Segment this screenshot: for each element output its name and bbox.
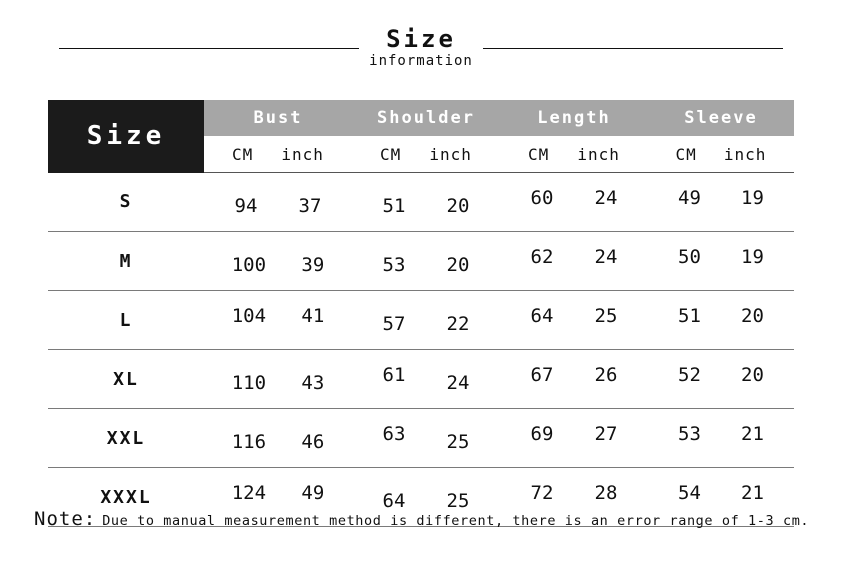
value-bust-cm: 124 (231, 482, 267, 504)
table-row (48, 350, 794, 409)
value-shoulder-cm: 63 (382, 423, 406, 445)
value-length-inch: 24 (594, 246, 618, 268)
value-bust-inch: 46 (301, 431, 325, 453)
header-units-sleeve (648, 136, 794, 173)
row-bust (204, 350, 352, 409)
row-bust (204, 232, 352, 291)
row-size-label: L (48, 291, 204, 350)
value-bust-inch: 41 (301, 305, 325, 327)
title-sub: information (369, 52, 473, 69)
table-row (48, 232, 794, 291)
header-group-length: Length (500, 100, 648, 136)
value-length-inch: 26 (594, 364, 618, 386)
row-sleeve (648, 350, 794, 409)
row-shoulder (352, 350, 500, 409)
row-size-label: XXXL (48, 468, 204, 527)
value-sleeve-inch: 19 (741, 246, 764, 268)
row-sleeve (648, 409, 794, 468)
row-shoulder (352, 232, 500, 291)
value-shoulder-inch: 25 (446, 490, 470, 512)
row-size-label: S (48, 173, 204, 232)
value-bust-cm: 100 (231, 254, 267, 276)
row-sleeve (648, 291, 794, 350)
value-sleeve-cm: 54 (678, 482, 701, 504)
value-length-cm: 67 (530, 364, 554, 386)
page-title (369, 24, 473, 69)
value-bust-cm: 104 (231, 305, 267, 327)
value-shoulder-cm: 61 (382, 364, 406, 386)
value-shoulder-cm: 64 (382, 490, 406, 512)
value-shoulder-cm: 51 (382, 195, 406, 217)
value-length-inch: 25 (594, 305, 618, 327)
header-unit-inch: inch (577, 144, 620, 164)
note-label: Note: (34, 508, 97, 530)
header-unit-cm: CM (528, 144, 550, 164)
value-bust-cm: 110 (231, 372, 267, 394)
row-bust (204, 173, 352, 232)
note-block (34, 508, 824, 530)
value-length-inch: 24 (594, 187, 618, 209)
value-shoulder-inch: 25 (446, 431, 470, 453)
value-length-inch: 27 (594, 423, 618, 445)
row-length (500, 173, 648, 232)
value-length-cm: 64 (530, 305, 554, 327)
row-sleeve (648, 173, 794, 232)
value-sleeve-inch: 21 (741, 423, 764, 445)
value-shoulder-inch: 24 (446, 372, 470, 394)
table-row (48, 173, 794, 232)
value-bust-cm: 116 (231, 431, 267, 453)
row-size-label: XL (48, 350, 204, 409)
value-sleeve-inch: 19 (741, 187, 764, 209)
table-row (48, 409, 794, 468)
value-bust-inch: 49 (301, 482, 325, 504)
value-length-cm: 72 (530, 482, 554, 504)
row-bust (204, 291, 352, 350)
table-row (48, 291, 794, 350)
value-sleeve-cm: 51 (678, 305, 701, 327)
value-sleeve-cm: 52 (678, 364, 701, 386)
value-sleeve-cm: 49 (678, 187, 701, 209)
header-size-label: Size (48, 100, 204, 173)
row-shoulder (352, 173, 500, 232)
header-unit-cm: CM (675, 144, 697, 164)
value-shoulder-inch: 20 (446, 195, 470, 217)
header-group-shoulder: Shoulder (352, 100, 500, 136)
title-rule-left (59, 48, 359, 49)
value-bust-cm: 94 (234, 195, 258, 217)
title-block (0, 22, 842, 72)
value-shoulder-cm: 53 (382, 254, 406, 276)
title-main: Size (386, 24, 456, 53)
value-shoulder-cm: 57 (382, 313, 406, 335)
value-bust-inch: 39 (301, 254, 325, 276)
header-units-bust (204, 136, 352, 173)
value-sleeve-inch: 21 (741, 482, 764, 504)
header-unit-inch: inch (429, 144, 472, 164)
row-length (500, 409, 648, 468)
value-sleeve-cm: 53 (678, 423, 701, 445)
header-group-bust: Bust (204, 100, 352, 136)
row-size-label: XXL (48, 409, 204, 468)
header-unit-inch: inch (281, 144, 324, 164)
row-length (500, 291, 648, 350)
value-length-cm: 62 (530, 246, 554, 268)
value-length-cm: 60 (530, 187, 554, 209)
row-size-label: M (48, 232, 204, 291)
row-length (500, 350, 648, 409)
table-header-groups (48, 100, 794, 136)
value-bust-inch: 37 (298, 195, 322, 217)
row-shoulder (352, 291, 500, 350)
row-sleeve (648, 232, 794, 291)
note-text: Due to manual measurement method is different, there is an error range of 1-3 cm. (102, 513, 810, 529)
size-table-wrapper (48, 100, 794, 527)
row-shoulder (352, 409, 500, 468)
title-rule-right (483, 48, 783, 49)
value-bust-inch: 43 (301, 372, 325, 394)
value-shoulder-inch: 20 (446, 254, 470, 276)
value-length-inch: 28 (594, 482, 618, 504)
value-sleeve-cm: 50 (678, 246, 701, 268)
value-shoulder-inch: 22 (446, 313, 470, 335)
header-group-sleeve: Sleeve (648, 100, 794, 136)
header-unit-cm: CM (232, 144, 254, 164)
value-length-cm: 69 (530, 423, 554, 445)
header-units-length (500, 136, 648, 173)
header-unit-cm: CM (380, 144, 402, 164)
size-table (48, 100, 794, 527)
header-units-shoulder (352, 136, 500, 173)
value-sleeve-inch: 20 (741, 305, 764, 327)
value-sleeve-inch: 20 (741, 364, 764, 386)
header-unit-inch: inch (723, 144, 767, 164)
row-length (500, 232, 648, 291)
row-bust (204, 409, 352, 468)
